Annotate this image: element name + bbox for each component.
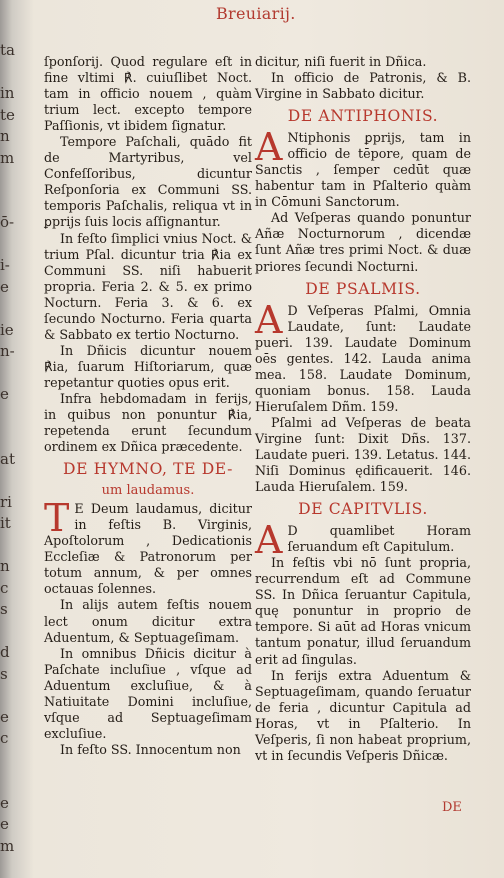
margin-fragment bbox=[0, 191, 22, 213]
margin-fragment bbox=[0, 470, 22, 492]
paragraph: In feſto ſimplici vnius Noct. & trium Pſal. dicuntur tria ℟ia ex Communi SS. niſi habuerit propria. Feria 2. & 5. ex primo Nocturn. Feria 3. & 6. ex ſecundo Nocturno. Feria quarta & Sabbato ex tertio Nocturno. bbox=[44, 230, 252, 342]
paragraph: Pſalmi ad Veſperas de beata Virgine ſunt: Dixit Dñs. 137. Laudate pueri. 139. Letatus. 144. Niſi Dominus ędificauerit. 146. Lauda Hieruſalem. 159. bbox=[255, 414, 471, 495]
margin-fragment: i- bbox=[0, 256, 10, 274]
margin-fragment: e bbox=[0, 707, 9, 726]
section-heading: DE PSALMIS. bbox=[305, 279, 421, 298]
paragraph: In feſtis vbi nō ſunt propria, recurrendum eſt ad Commune SS. In Dñica ſeruantur Capitula, quę ponuntur in proprio de tempore. Si aūt ad Horas vnicum tantum ponatur, illud ſeruandum erit ad ſingulas. bbox=[255, 555, 471, 667]
previous-page-margin bbox=[0, 40, 22, 857]
paragraph: D quamlibet Horam ſeruandum eſt Capitulum. bbox=[287, 523, 471, 555]
margin-fragment bbox=[0, 62, 22, 84]
margin-fragment: e bbox=[0, 815, 9, 833]
margin-fragment bbox=[0, 169, 22, 191]
margin-fragment: it bbox=[0, 514, 11, 532]
drop-cap: A bbox=[255, 125, 283, 170]
margin-fragment: m bbox=[0, 148, 15, 167]
paragraph: D Veſperas Pſalmi, Omnia Laudate, ſunt: Laudate pueri. 139. Laudate Dominum oēs gentes. 142. Lauda anima mea. 158. Laudate Dominum, quoniam bonus. 158. Lauda Hieruſalem Dñm. 159. bbox=[255, 302, 471, 414]
margin-fragment: n- bbox=[0, 342, 15, 360]
margin-fragment bbox=[0, 234, 22, 256]
section-heading: DE CAPITVLIS. bbox=[298, 500, 428, 519]
margin-fragment: ie bbox=[0, 320, 14, 339]
margin-fragment: at bbox=[0, 449, 15, 468]
left-column bbox=[44, 54, 252, 758]
margin-fragment: s bbox=[0, 664, 8, 683]
paragraph: In Dñicis dicuntur nouem ℟ia, ſuarum Hiſtoriarum, quæ repetantur quoties opus erit. bbox=[44, 342, 252, 390]
paragraph: Tempore Paſchali, quādo fit de Martyribus, vel Confeſſoribus, dicuntur Reſponſoria ex Communi SS. temporis Paſchalis, reliqua vt in ꝑprijs ſuis locis aſſignantur. bbox=[44, 134, 252, 230]
section-heading-continuation: um laudamus. bbox=[101, 483, 195, 499]
margin-fragment: te bbox=[0, 105, 15, 124]
margin-fragment: ō- bbox=[0, 213, 15, 231]
margin-fragment: n bbox=[0, 557, 10, 575]
paragraph: dicitur, niſi fuerit in Dñica. bbox=[255, 54, 427, 69]
paragraph: In alijs autem feſtis nouem lect onum dicitur extra Aduentum, & Septuageſimam. bbox=[44, 597, 252, 645]
margin-fragment: m bbox=[0, 836, 15, 855]
paragraph: In ferijs extra Aduentum & Septuageſimam, quando ſeruatur de feria , dicuntur Capitula ad Horas, vt in Pſalterio. In Veſperis, ſi non habeat proprium, vt in ſecundis Veſperis Dñicæ. bbox=[255, 667, 471, 763]
margin-fragment: ta bbox=[0, 41, 15, 59]
margin-fragment bbox=[0, 298, 22, 320]
margin-fragment: e bbox=[0, 385, 9, 403]
drop-cap: A bbox=[255, 518, 283, 563]
margin-fragment: n bbox=[0, 127, 10, 145]
section-heading: DE ANTIPHONIS. bbox=[287, 107, 439, 126]
paragraph: Infra hebdomadam in ferijs, in quibus non ponuntur ℟ia, repetenda erunt ſecundum ordinem ex Dñica præcedente. bbox=[44, 390, 252, 455]
paragraph: In officio de Patronis, & B. Virgine in Sabbato dicitur. bbox=[255, 70, 471, 102]
margin-fragment: d bbox=[0, 643, 10, 661]
right-column bbox=[255, 54, 471, 764]
drop-cap: T bbox=[44, 496, 70, 541]
margin-fragment bbox=[0, 427, 22, 449]
margin-fragment bbox=[0, 750, 22, 772]
catchword: DE bbox=[442, 800, 462, 815]
margin-fragment bbox=[0, 621, 22, 643]
margin-fragment: c bbox=[0, 578, 9, 597]
paragraph: Ad Veſperas quando ponuntur Añæ Nocturnorum , dicendæ ſunt Añæ tres primi Noct. & duæ priores ſecundi Nocturni. bbox=[255, 210, 471, 274]
drop-cap: A bbox=[255, 297, 283, 342]
margin-fragment: e bbox=[0, 277, 9, 296]
margin-fragment: ri bbox=[0, 492, 12, 511]
running-head: Breuiarij. bbox=[216, 4, 296, 23]
margin-fragment: s bbox=[0, 600, 8, 618]
margin-fragment bbox=[0, 406, 22, 428]
margin-fragment: c bbox=[0, 729, 9, 747]
section-heading: DE HYMNO, TE DE- bbox=[63, 460, 233, 479]
margin-fragment: in bbox=[0, 84, 15, 102]
margin-fragment bbox=[0, 363, 22, 385]
paragraph: ſponſorij. Quod regulare eſt in fine vltimi ℟. cuiuſlibet Noct. tam in officio nouem , quàm trium lect. excepto tempore Paſſionis, vt ibidem ſignatur. bbox=[44, 54, 252, 134]
paragraph: Ntiphonis ꝑprijs, tam in officio de tēpore, quam de Sanctis , ſemper cedūt quæ habentur tam in Pſalterio quàm in Cōmuni Sanctorum. bbox=[255, 130, 471, 210]
margin-fragment bbox=[0, 771, 22, 793]
margin-fragment bbox=[0, 685, 22, 707]
paragraph: E Deum laudamus, dicitur in feſtis B. Virginis, Apoſtolorum , Dedicationis Eccleſiæ & Patronorum per totum annum, & per omnes octauas ſolennes. bbox=[44, 501, 252, 597]
paragraph: In feſto SS. Innocentum non bbox=[60, 741, 241, 757]
margin-fragment: e bbox=[0, 793, 9, 812]
margin-fragment bbox=[0, 535, 22, 557]
paragraph: In omnibus Dñicis dicitur à Paſchate incluſiue , vſque ad Aduentum excluſiue, & à Natiuitate Domini incluſiue, vſque ad Septuageſimam excluſiue. bbox=[44, 645, 252, 741]
